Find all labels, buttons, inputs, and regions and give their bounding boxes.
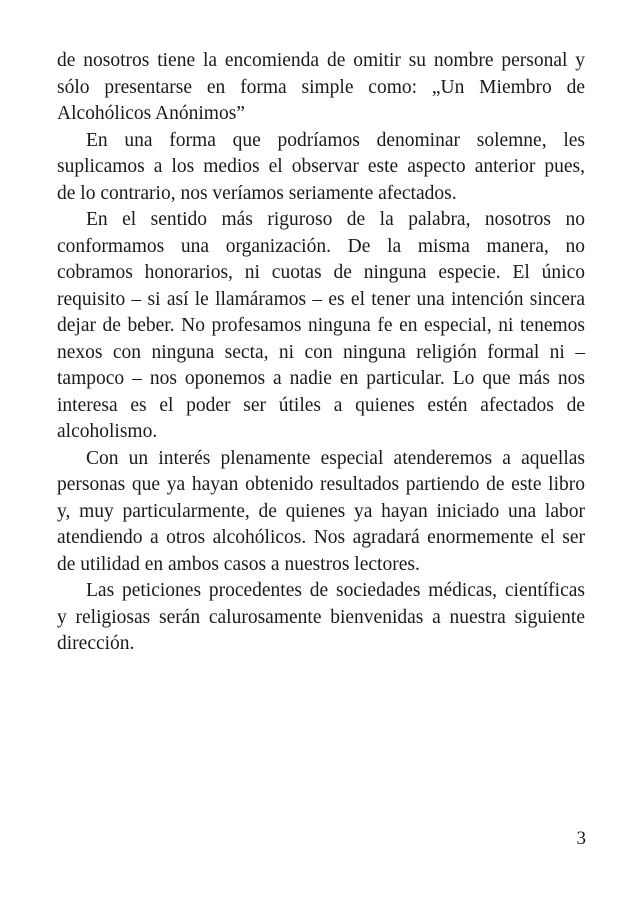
text-line: En el sentido más riguroso de la palabra, nosotros no [86,209,585,230]
text-line: personas que ya hayan obtenido resultados partiendo de este libro [57,474,585,495]
text-line: tampoco – nos oponemos a nadie en particular. Lo que más nos [57,368,585,389]
body-text [57,48,585,658]
text-line: Con un interés plenamente especial atenderemos a aquellas [86,447,585,469]
text-line: requisito – si así le llamáramos – es el tener una intención sincera [57,288,585,310]
text-line: Alcohólicos Anónimos” [57,103,245,124]
text-line: sólo presentarse en forma simple como: „Un Miembro de [57,76,585,98]
text-line: dirección. [57,633,135,654]
text-line: suplicamos a los medios el observar este aspecto anterior pues, [57,156,585,177]
text-line: de lo contrario, nos veríamos seriamente afectados. [57,182,457,204]
text-line: nexos con ninguna secta, ni con ninguna religión formal ni – [57,341,585,363]
text-line: atendiendo a otros alcohólicos. Nos agradará enormemente el ser [57,527,585,548]
text-line: y, muy particularmente, de quienes ya hayan iniciado una labor [57,500,585,522]
text-line: interesa es el poder ser útiles a quienes estén afectados de [57,394,585,416]
text-line: de nosotros tiene la encomienda de omitir su nombre personal y [57,50,585,71]
page-number: 3 [576,828,586,849]
text-line: Las peticiones procedentes de sociedades médicas, científicas [86,580,585,601]
text-line: dejar de beber. No profesamos ninguna fe en especial, ni tenemos [57,315,585,336]
text-line: alcoholismo. [57,421,158,442]
text-line: conformamos una organización. De la misma manera, no [57,235,585,257]
text-line: cobramos honorarios, ni cuotas de ninguna especie. El único [57,262,585,283]
text-line: y religiosas serán calurosamente bienvenidas a nuestra siguiente [57,606,585,628]
text-line: En una forma que podríamos denominar solemne, les [86,129,585,151]
text-line: de utilidad en ambos casos a nuestros lectores. [57,553,420,575]
